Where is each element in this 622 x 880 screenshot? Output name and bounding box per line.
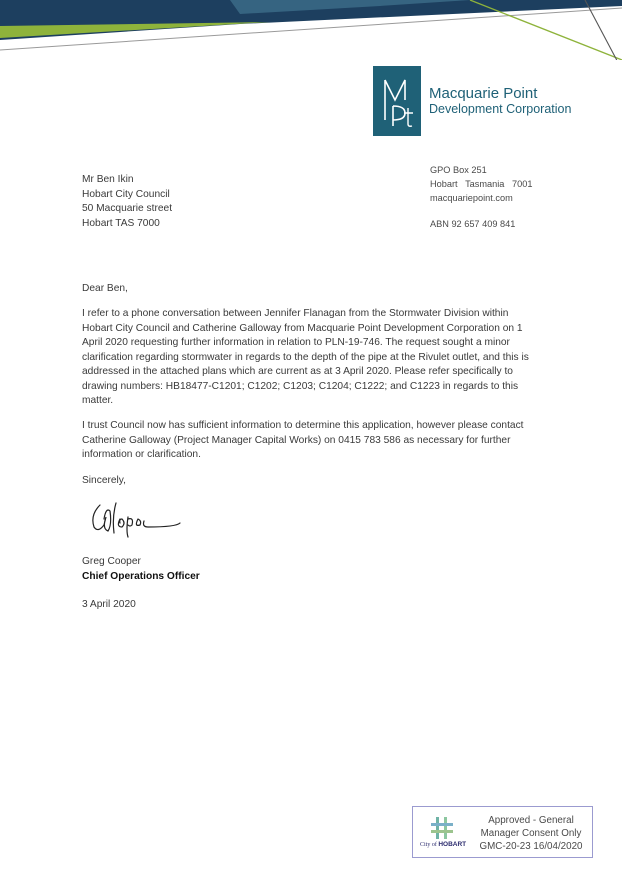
- signatory-title: Chief Operations Officer: [82, 571, 200, 582]
- recipient-line: Hobart City Council: [82, 188, 170, 200]
- stamp-text: [470, 814, 592, 853]
- paragraph-line: April 2020 requesting further information in relation to PLN-19-746. The request sought a minor: [82, 337, 510, 348]
- paragraph-line: drawing numbers: HB18477-C1201; C1202; C1203; C1204; C1222; and C1223 in regards to this: [82, 380, 519, 392]
- city-of-hobart-logo-icon: [431, 817, 453, 839]
- city-of-hobart-wordmark: [420, 841, 466, 848]
- salutation: Dear Ben,: [82, 283, 128, 294]
- org-name-line1: Macquarie Point: [429, 85, 538, 102]
- paragraph-line: I trust Council now has sufficient information to determine this application, however please contact: [82, 420, 524, 431]
- org-name-line2: Development Corporation: [429, 102, 572, 117]
- body-paragraph-1: [82, 307, 552, 409]
- signatory-name: Greg Cooper: [82, 556, 141, 567]
- stamp-line: Manager Consent Only: [480, 828, 582, 839]
- sender-address: [430, 163, 532, 231]
- mpdc-monogram-icon: [373, 66, 421, 136]
- sender-abn: ABN 92 657 409 841: [430, 219, 516, 229]
- sender-po-box: GPO Box 251: [430, 165, 487, 175]
- paragraph-line: information or clarification.: [82, 449, 201, 460]
- stamp-city-prefix: City of: [420, 842, 437, 848]
- signature-image: [86, 497, 186, 539]
- stamp-city-name: HOBART: [438, 841, 467, 848]
- paragraph-line: matter.: [82, 395, 114, 406]
- organisation-name: [429, 85, 571, 117]
- letter-date: 3 April 2020: [82, 599, 136, 610]
- paragraph-line: addressed in the attached plans which are current as at 3 April 2020. Please refer specifically to: [82, 366, 513, 377]
- recipient-line: Hobart TAS 7000: [82, 217, 160, 229]
- sender-website: macquariepoint.com: [430, 193, 513, 203]
- closing: Sincerely,: [82, 475, 126, 486]
- body-paragraph-2: [82, 419, 552, 463]
- paragraph-line: Hobart City Council and Catherine Galloway from Macquarie Point Development Corporation on 1: [82, 322, 523, 334]
- header-swoosh-graphic: [0, 0, 622, 60]
- sender-city: Hobart Tasmania 7001: [430, 179, 533, 189]
- approval-stamp: [412, 806, 593, 858]
- paragraph-line: I refer to a phone conversation between Jennifer Flanagan from the Stormwater Division within: [82, 308, 509, 319]
- paragraph-line: clarification regarding stormwater in regards to the depth of the pipe at the Rivulet outlet, and this is: [82, 351, 529, 363]
- recipient-address: [82, 173, 172, 231]
- paragraph-line: Catherine Galloway (Project Manager Capital Works) on 0415 783 586 as necessary for further: [82, 434, 511, 446]
- mpdc-logo: [373, 66, 421, 136]
- stamp-line: Approved - General: [488, 815, 574, 826]
- recipient-line: 50 Macquarie street: [82, 203, 173, 214]
- recipient-line: Mr Ben Ikin: [82, 174, 134, 185]
- stamp-line: GMC-20-23 16/04/2020: [479, 841, 583, 852]
